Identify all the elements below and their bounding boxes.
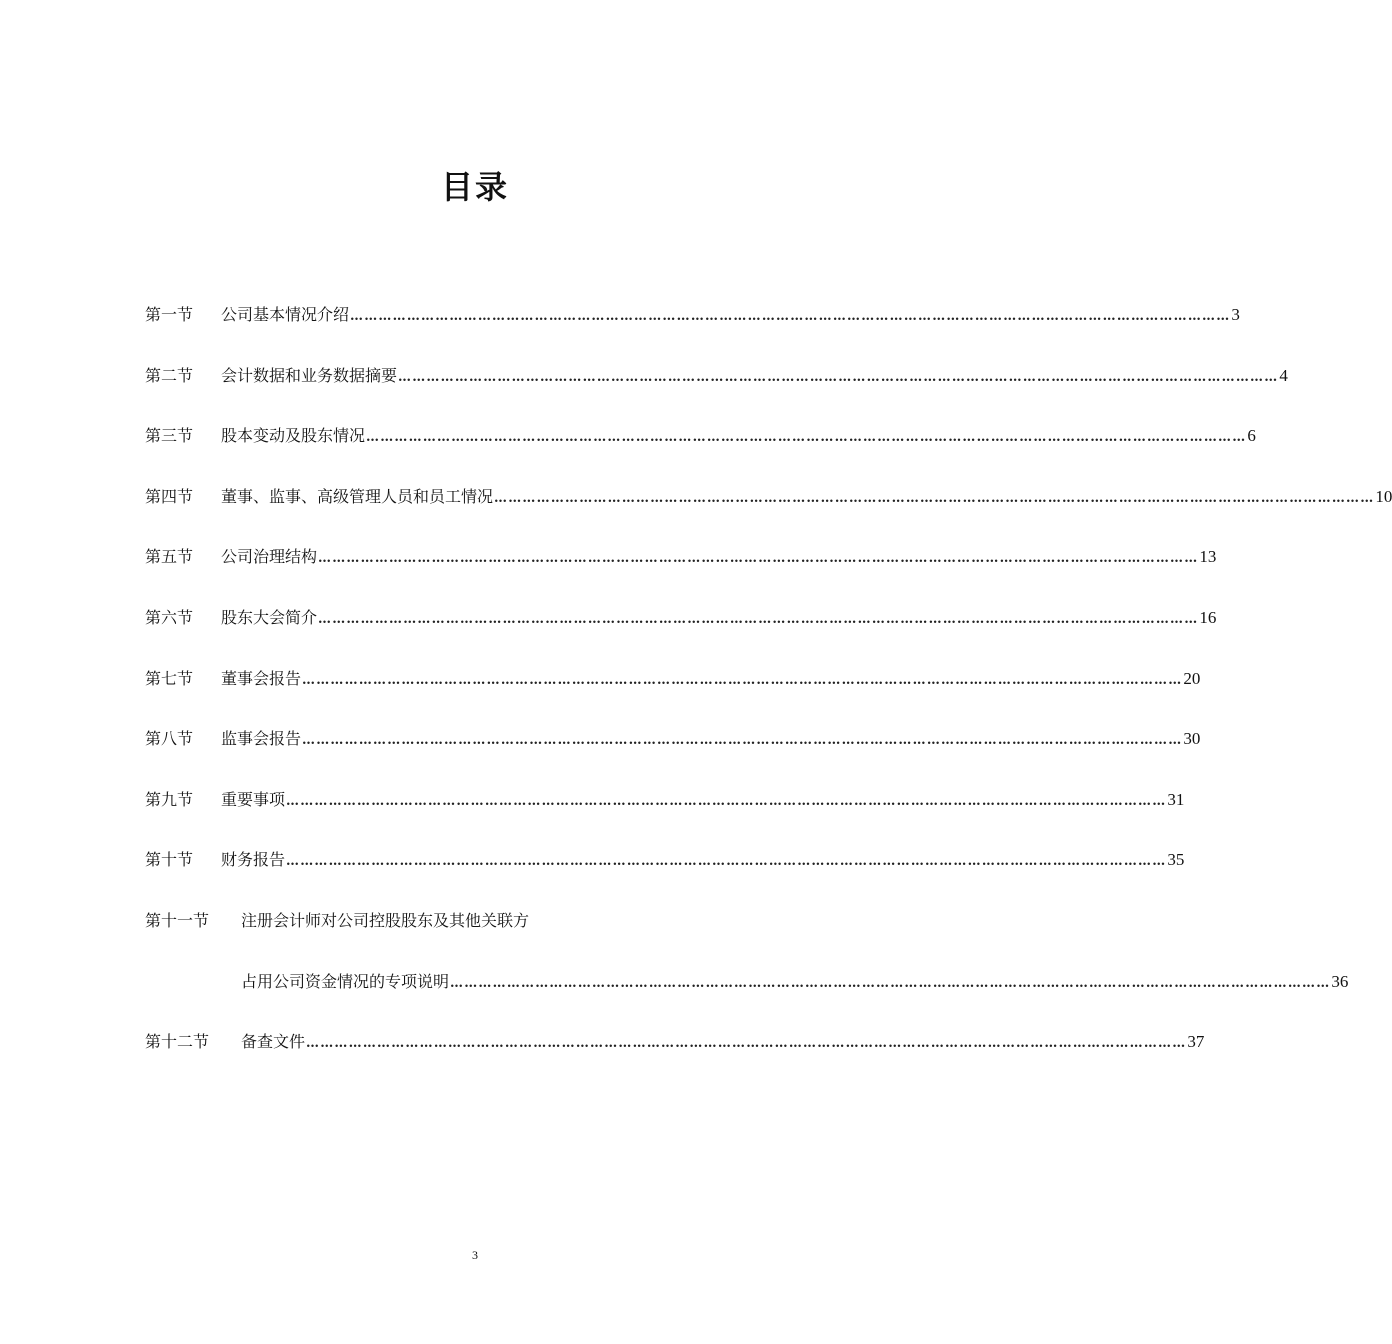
toc-leader: ……………………………………………………………………………………………………………………………………………………………………	[302, 672, 1183, 688]
toc-entry-11-continued[interactable]	[145, 967, 1349, 1028]
page-title: 目录	[440, 168, 509, 206]
toc-leader: ……………………………………………………………………………………………………………………………………………………………………	[286, 854, 1167, 870]
toc-entry-1[interactable]	[145, 300, 1240, 361]
toc-section: 第四节	[145, 486, 194, 506]
toc-label: 公司基本情况介绍	[221, 305, 350, 324]
toc-label: 董事、监事、高级管理人员和员工情况	[221, 486, 494, 506]
toc-entry-8[interactable]	[145, 724, 1201, 785]
toc-entry-12[interactable]	[145, 1027, 1205, 1088]
toc-page-number: 10	[1375, 486, 1392, 506]
toc-section: 第三节	[145, 426, 194, 446]
toc-section: 第二节	[145, 365, 194, 385]
toc-label: 股本变动及股东情况	[221, 426, 366, 446]
toc-section: 第十节	[145, 850, 194, 870]
toc-label: 重要事项	[221, 789, 286, 809]
toc-page-number: 35	[1167, 850, 1185, 870]
toc-entry-3[interactable]	[145, 421, 1256, 482]
toc-page-number: 31	[1167, 789, 1185, 809]
toc-page-number: 6	[1247, 426, 1256, 446]
toc-entry-6[interactable]	[145, 603, 1217, 664]
toc-label: 监事会报告	[221, 729, 302, 749]
footer-page-number: 3	[472, 1248, 478, 1262]
toc-page-number: 30	[1183, 729, 1201, 749]
toc-page-number: 4	[1279, 365, 1288, 385]
toc-leader: ……………………………………………………………………………………………………………………………………………………………………	[302, 733, 1183, 749]
toc-label: 董事会报告	[221, 668, 302, 688]
toc-section: 第一节	[145, 305, 194, 324]
toc-leader: ……………………………………………………………………………………………………………………………………………………………………	[350, 309, 1231, 324]
toc-page-number: 20	[1183, 668, 1201, 688]
toc-section: 第六节	[145, 607, 194, 627]
toc-label: 股东大会简介	[221, 607, 318, 627]
toc-entry-11[interactable]	[145, 906, 798, 967]
toc-label: 注册会计师对公司控股股东及其他关联方	[241, 910, 530, 930]
toc-section: 第十二节	[145, 1032, 210, 1052]
toc-section: 第九节	[145, 789, 194, 809]
toc-page-number: 16	[1199, 607, 1217, 627]
toc-leader: ……………………………………………………………………………………………………………………………………………………………………	[494, 490, 1375, 506]
table-of-contents	[145, 300, 1392, 1088]
toc-entry-7[interactable]	[145, 664, 1201, 725]
toc-section: 第十一节	[145, 910, 210, 930]
toc-leader: ……………………………………………………………………………………………………………………………………………………………………	[398, 369, 1279, 385]
toc-page-number: 37	[1187, 1032, 1205, 1052]
toc-entry-2[interactable]	[145, 361, 1288, 422]
toc-entry-5[interactable]	[145, 542, 1217, 603]
toc-label: 备查文件	[241, 1032, 306, 1052]
toc-leader: ……………………………………………………………………………………………………………………………………………………………………	[318, 611, 1199, 627]
toc-label: 会计数据和业务数据摘要	[221, 365, 398, 385]
toc-entry-4[interactable]	[145, 482, 1392, 543]
toc-leader: ……………………………………………………………………………………………………………………………………………………………………	[450, 975, 1331, 991]
toc-section: 第七节	[145, 668, 194, 688]
toc-section: 第五节	[145, 547, 194, 567]
toc-leader: ……………………………………………………………………………………………………………………………………………………………………	[306, 1036, 1187, 1052]
toc-section: 第八节	[145, 729, 194, 749]
toc-page-number: 3	[1231, 305, 1240, 324]
toc-entry-10[interactable]	[145, 845, 1185, 906]
toc-page-number: 13	[1199, 547, 1217, 567]
toc-page-number: 36	[1331, 971, 1349, 991]
toc-leader: ……………………………………………………………………………………………………………………………………………………………………	[286, 793, 1167, 809]
toc-leader: ……………………………………………………………………………………………………………………………………………………………………	[366, 430, 1247, 446]
toc-entry-9[interactable]	[145, 785, 1185, 846]
toc-leader: ……………………………………………………………………………………………………………………………………………………………………	[318, 551, 1199, 567]
toc-label: 公司治理结构	[221, 547, 318, 567]
toc-label-continued: 占用公司资金情况的专项说明	[241, 971, 450, 991]
toc-label: 财务报告	[221, 850, 286, 870]
